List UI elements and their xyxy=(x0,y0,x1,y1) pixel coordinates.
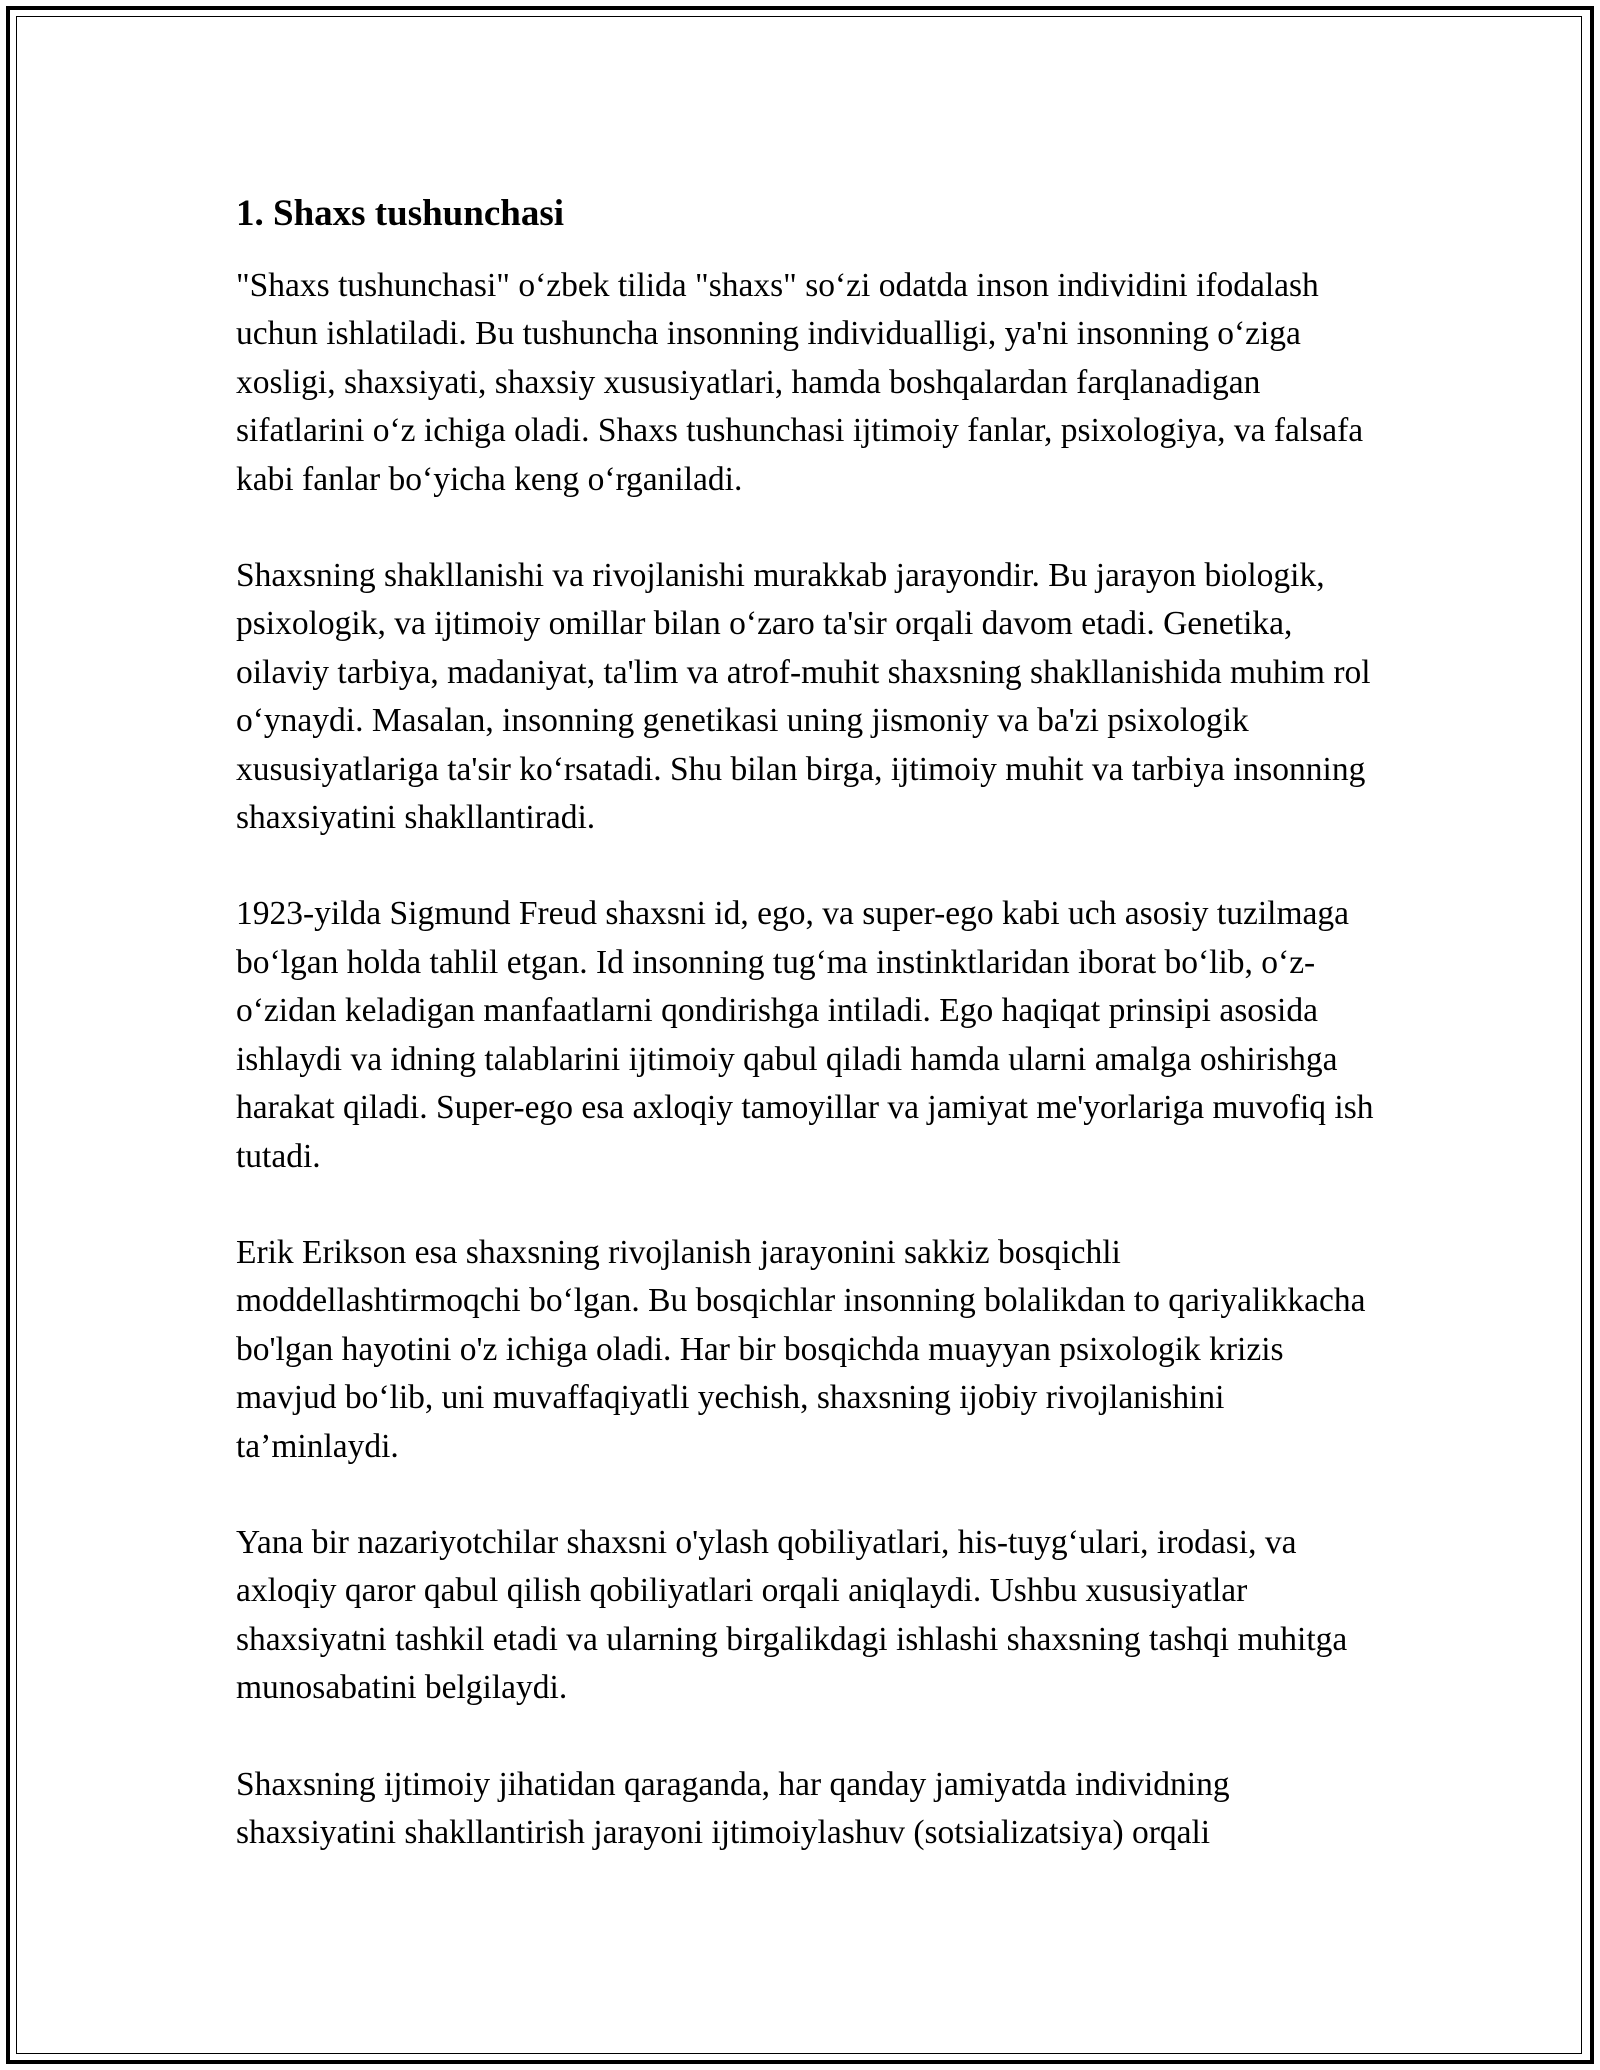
paragraph-erikson: Erik Erikson esa shaxsning rivojlanish jarayonini sakkiz bosqichli moddellashtirmoqchi bo‘lgan. Bu bosqichlar insonning bolalikdan to qariyalikkacha bo'lgan hayotini o'z ichiga oladi. Har bir bosqichda muayyan psixologik krizis mavjud bo‘lib, uni muvaffaqiyatli yechish, shaxsning ijobiy rivojlanishini ta’minlaydi. xyxy=(236,1233,1366,1465)
paragraph-theorists: Yana bir nazariyotchilar shaxsni o'ylash qobiliyatlari, his-tuyg‘ulari, irodasi, va axloqiy qaror qabul qilish qobiliyatlari orqali aniqlaydi. Ushbu xususiyatlar shaxsiyatni tashkil etadi va ularning birgalikdagi ishlashi shaxsning tashqi muhitga munosabatini belgilaydi. xyxy=(236,1523,1348,1707)
paragraph-freud: 1923-yilda Sigmund Freud shaxsni id, ego, va super-ego kabi uch asosiy tuzilmaga bo‘lgan holda tahlil etgan. Id insonning tug‘ma instinktlaridan iborat bo‘lib, o‘z-o‘zidan keladigan manfaatlarni qondirishga intiladi. Ego haqiqat prinsipi asosida ishlaydi va idning talablarini ijtimoiy qabul qiladi hamda ularni amalga oshirishga harakat qiladi. Super-ego esa axloqiy tamoyillar va jamiyat me'yorlariga muvofiq ish tutadi. xyxy=(236,895,1374,1175)
section-heading: 1. Shaxs tushunchasi xyxy=(236,193,565,234)
paragraph-formation: Shaxsning shakllanishi va rivojlanishi murakkab jarayondir. Bu jarayon biologik, psixologik, va ijtimoiy omillar bilan o‘zaro ta'sir orqali davom etadi. Genetika, oilaviy tarbiya, madaniyat, ta'lim va atrof-muhit shaxsning shakllanishida muhim rol o‘ynaydi. Masalan, insonning genetikasi uning jismoniy va ba'zi psixologik xususiyatlariga ta'sir ko‘rsatadi. Shu bilan birga, ijtimoiy muhit va tarbiya insonning shaxsiyatini shakllantiradi. xyxy=(236,557,1371,837)
document-body xyxy=(236,188,1376,1905)
paragraph-socialization: Shaxsning ijtimoiy jihatidan qaraganda, har qanday jamiyatda individning shaxsiyatini shakllantirish jarayoni ijtimoiylashuv (sotsializatsiya) orqali xyxy=(236,1765,1230,1851)
paragraph-definition: "Shaxs tushunchasi" o‘zbek tilida "shaxs" so‘zi odatda inson individini ifodalash uchun ishlatiladi. Bu tushuncha insonning individualligi, ya'ni insonning o‘ziga xosligi, shaxsiyati, shaxsiy xususiyatlari, hamda boshqalardan farqlanadigan sifatlarini o‘z ichiga oladi. Shaxs tushunchasi ijtimoiy fanlar, psixologiya, va falsafa kabi fanlar bo‘yicha keng o‘rganiladi. xyxy=(236,267,1364,498)
